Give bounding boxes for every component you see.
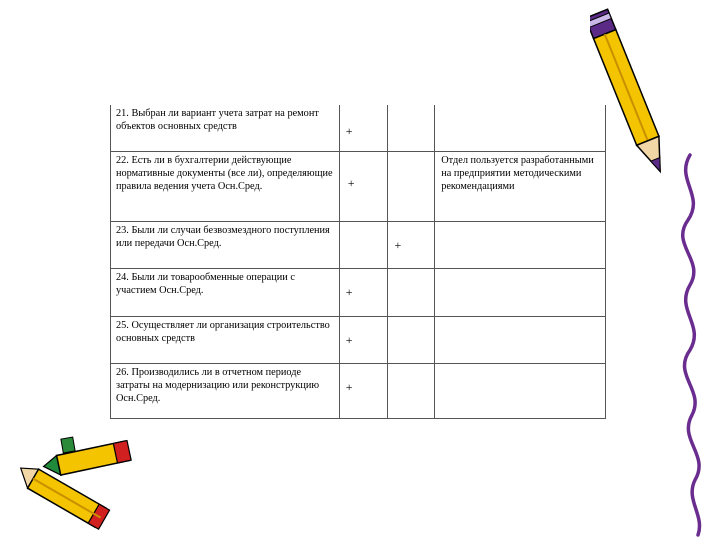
yes-cell (339, 221, 388, 268)
yes-mark: + (345, 332, 353, 347)
table-row (111, 105, 606, 151)
table-row (111, 151, 606, 221)
no-cell (388, 151, 435, 221)
no-cell (388, 316, 435, 363)
yes-cell (339, 363, 388, 418)
yes-mark: + (345, 124, 353, 138)
comment-cell (435, 105, 606, 151)
question-text: 26. Производились ли в отчетном периоде затраты на модернизацию или реконструкцию Осн.Сред. (116, 366, 320, 405)
question-text: 21. Выбран ли вариант учета затрат на ремонт объектов основных средств (116, 108, 319, 133)
table-row (111, 268, 606, 316)
question-text: 22. Есть ли в бухгалтерии действующие нормативные документы (все ли), определяющие правила ведения учета Осн.Сред. (116, 154, 333, 193)
yes-cell (339, 105, 388, 151)
comment-cell (435, 151, 606, 221)
question-cell (111, 105, 340, 151)
squiggle-line (650, 150, 720, 540)
yes-cell (339, 268, 388, 316)
question-text: 25. Осуществляет ли организация строительство основных средств (116, 319, 330, 344)
question-cell (111, 268, 340, 316)
question-cell (111, 221, 340, 268)
question-cell (111, 363, 340, 418)
comment-cell (435, 268, 606, 316)
no-cell (388, 105, 435, 151)
audit-checklist-table (110, 105, 606, 419)
pencils-group-icon (0, 430, 150, 540)
yes-cell (339, 316, 388, 363)
yes-mark: + (345, 284, 353, 299)
question-text: 23. Были ли случаи безвозмездного поступления или передачи Осн.Сред. (116, 224, 330, 249)
comment-cell (435, 221, 606, 268)
no-cell (388, 268, 435, 316)
yes-mark: + (345, 379, 353, 394)
no-cell (388, 363, 435, 418)
comment-text: Отдел пользуется разработанными на предприятии методическими рекомендациями (441, 154, 594, 193)
yes-cell (339, 151, 388, 221)
comment-cell (435, 316, 606, 363)
yes-mark: + (347, 175, 355, 190)
question-text: 24. Были ли товарообменные операции с участием Осн.Сред. (116, 271, 295, 296)
question-cell (111, 151, 340, 221)
comment-cell (435, 363, 606, 418)
table-row (111, 221, 606, 268)
no-mark: + (394, 237, 402, 252)
table-row (111, 363, 606, 418)
question-cell (111, 316, 340, 363)
no-cell (388, 221, 435, 268)
table-row (111, 316, 606, 363)
